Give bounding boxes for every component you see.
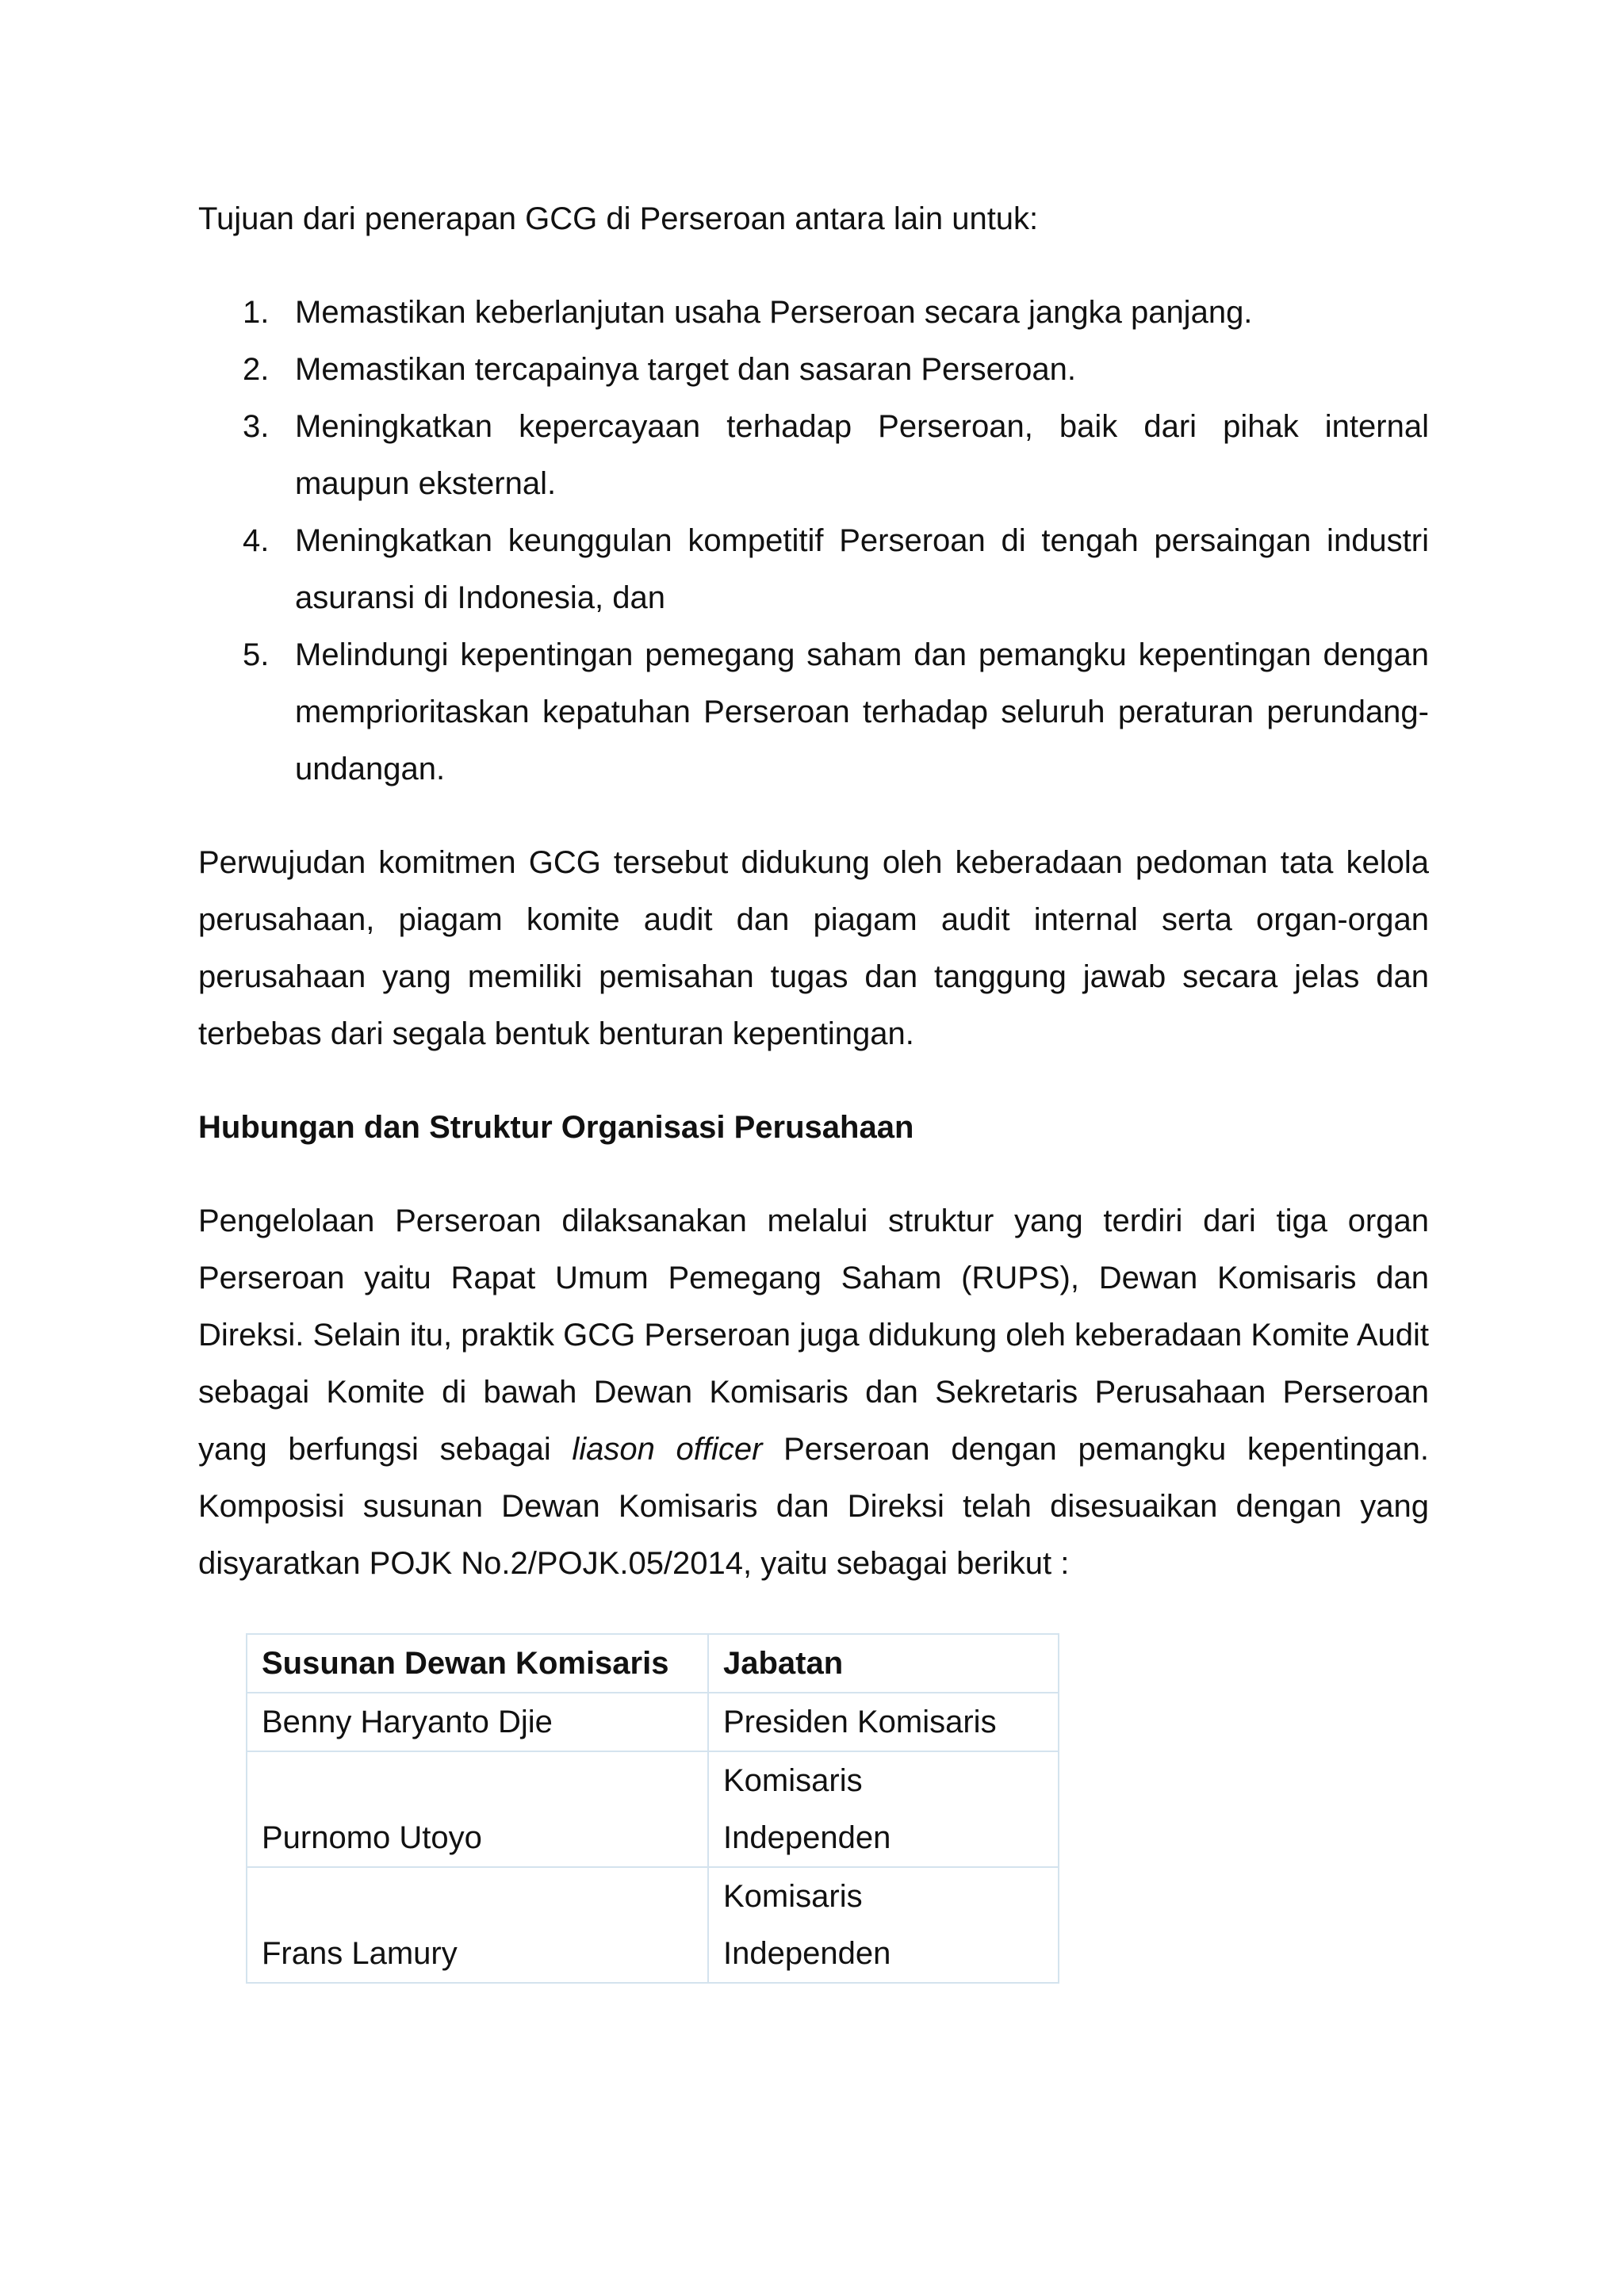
list-item-text: Melindungi kepentingan pemegang saham dan pemangku kepentingan dengan memprioritaskan kepatuhan Perseroan terhadap seluruh peraturan perundang-undangan. [295, 637, 1429, 786]
list-item-number: 2. [243, 352, 270, 387]
list-item-number: 5. [243, 637, 270, 672]
structure-paragraph-italic-term: liason officer [572, 1432, 763, 1467]
board-of-commissioners-table [246, 1633, 1059, 1984]
list-item-text: Memastikan tercapainya target dan sasaran Perseroan. [295, 352, 1076, 387]
commitment-paragraph: Perwujudan komitmen GCG tersebut didukung oleh keberadaan pedoman tata kelola perusahaan, piagam komite audit dan piagam audit internal serta organ-organ perusahaan yang memiliki pemisahan tugas dan tanggung jawab secara jelas dan terbebas dari segala bentuk benturan kepentingan. [198, 845, 1429, 1051]
header-role: Jabatan [708, 1634, 1059, 1693]
list-item [198, 398, 1429, 512]
list-item-text: Memastikan keberlanjutan usaha Perseroan secara jangka panjang. [295, 295, 1253, 330]
intro-text: Tujuan dari penerapan GCG di Perseroan antara lain untuk: [198, 201, 1039, 236]
list-item-number: 4. [243, 523, 270, 558]
cell-role [708, 1751, 1059, 1867]
cell-name: Frans Lamury [247, 1867, 708, 1983]
structure-paragraph-part-1: Pengelolaan Perseroan dilaksanakan melalui struktur yang terdiri dari tiga organ Perseroan yaitu Rapat Umum Pemegang Saham (RUPS), Dewan Komisaris dan Direksi. Selain itu, praktik GCG Perseroan juga didukung oleh keberadaan Komite Audit sebagai Komite di bawah Dewan Komisaris dan Sekretaris Perusahaan Perseroan yang berfungsi sebagai [198, 1203, 1429, 1467]
goals-list [198, 284, 1429, 798]
cell-role-line: Komisaris [723, 1879, 863, 1914]
list-item-number: 3. [243, 409, 270, 444]
cell-name: Benny Haryanto Djie [247, 1693, 708, 1751]
list-item-text: Meningkatkan keunggulan kompetitif Perseroan di tengah persaingan industri asuransi di Indonesia, dan [295, 523, 1429, 615]
section-heading: Hubungan dan Struktur Organisasi Perusahaan [198, 1110, 914, 1145]
structure-paragraph-part-2: Perseroan dengan pemangku kepentingan. Komposisi susunan Dewan Komisaris dan Direksi telah disesuaikan dengan yang disyaratkan POJK No.2/POJK.05/2014, yaitu sebagai berikut : [198, 1432, 1429, 1581]
table-row [247, 1693, 1059, 1751]
list-item [198, 626, 1429, 798]
list-item-text: Meningkatkan kepercayaan terhadap Perseroan, baik dari pihak internal maupun eksternal. [295, 409, 1429, 501]
cell-name: Purnomo Utoyo [247, 1751, 708, 1867]
cell-role-line: Independen [723, 1936, 891, 1971]
header-name: Susunan Dewan Komisaris [247, 1634, 708, 1693]
document-page [198, 190, 1429, 1984]
table-row [247, 1867, 1059, 1983]
table-row [247, 1751, 1059, 1867]
structure-paragraph [198, 1192, 1429, 1592]
table-header-row [247, 1634, 1059, 1693]
cell-role [708, 1693, 1059, 1751]
list-item [198, 341, 1429, 398]
cell-role [708, 1867, 1059, 1983]
list-item-number: 1. [243, 295, 270, 330]
list-item [198, 284, 1429, 341]
cell-role-line: Independen [723, 1820, 891, 1855]
list-item [198, 512, 1429, 626]
cell-role-line: Komisaris [723, 1763, 863, 1798]
cell-role-line: Presiden Komisaris [723, 1705, 997, 1739]
